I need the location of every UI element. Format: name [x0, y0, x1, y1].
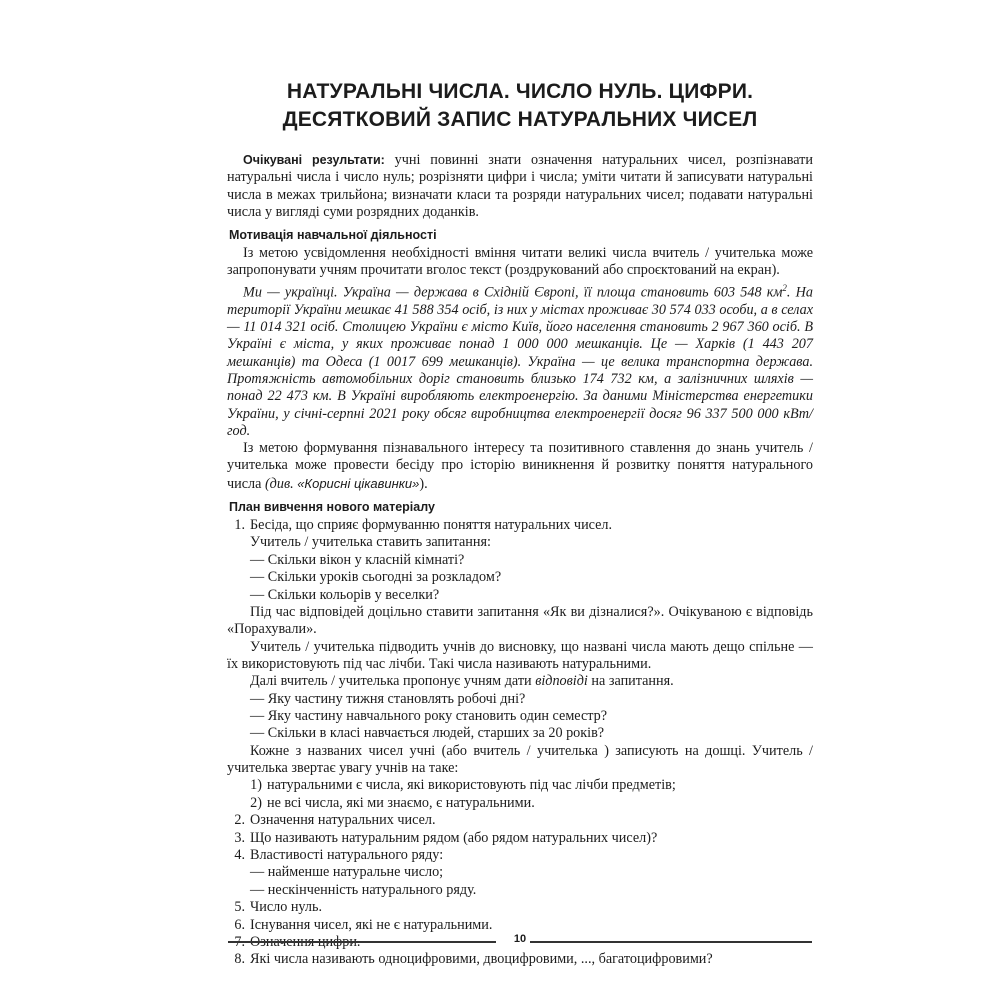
page-content — [227, 70, 813, 969]
page-number: 10 — [513, 933, 527, 945]
note-item-1: 1) натуральними є числа, які використовують під час лічби предметів; — [250, 777, 676, 794]
page-footer — [228, 934, 812, 948]
board-paragraph: Кожне з названих чисел учні (або вчитель / учителька ) записують на дошці. Учитель / учителька звертає увагу учнів на таке: — [227, 742, 813, 777]
question-windows: — Скільки вікон у класній кімнаті? — [250, 551, 465, 568]
interest-text: Із метою формування пізнавального інтересу та позитивного ставлення до знань учитель / учителька може провести бесіду про історію виникнення й розвитку поняття натурального числа — [227, 440, 813, 492]
title-line-2: ДЕСЯТКОВИЙ ЗАПИС НАТУРАЛЬНИХ ЧИСЕЛ — [282, 108, 758, 131]
motivation-paragraph: Із метою усвідомлення необхідності вміння читати великі числа вчитель / учителька може запропонувати учням прочитати вголос текст (роздрукований або спроєктований на екран). — [227, 245, 813, 279]
plan-item-6: 6. Існування чисел, які не є натуральними. — [234, 916, 493, 933]
interest-ref-name: «Корисні цікавинки» — [297, 475, 420, 491]
expected-results-text: учні повинні знати означення натуральних чисел, розпізнавати натуральні числа і число нуль; розрізняти цифри і числа; уміти читати й записувати натуральні числа в межах трильйона; визначати класи та розряди натуральних чисел; подавати натуральні числа у вигляді суми розрядних доданків. — [227, 152, 813, 220]
motivation-heading: Мотивація навчальної діяльності — [229, 228, 437, 243]
answers-paragraph: Під час відповідей доцільно ставити запитання «Як ви дізналися?». Очікуваною є відповідь «Порахували». — [227, 604, 813, 638]
question-colors: — Скільки кольорів у веселки? — [250, 586, 440, 603]
interest-ref-open: (див. — [264, 475, 298, 492]
title-line-1: НАТУРАЛЬНІ ЧИСЛА. ЧИСЛО НУЛЬ. ЦИФРИ. — [286, 80, 754, 103]
plan-item-2: 2. Означення натуральних чисел. — [234, 812, 436, 829]
interest-ref-close: ). — [419, 475, 428, 492]
question-age: — Скільки в класі навчається людей, старших за 20 років? — [250, 725, 605, 742]
ukraine-quote — [227, 280, 813, 440]
page-title — [227, 78, 813, 134]
quote-superscript: 2 — [782, 282, 787, 293]
question-semester: — Яку частину навчального року становить один семестр? — [250, 708, 608, 724]
plan-item-7: 7. Означення цифри. — [234, 934, 361, 951]
expected-results-label: Очікувані результати: — [243, 153, 385, 167]
property-smallest: — найменше натуральне число; — [250, 864, 444, 881]
question-workdays: — Яку частину тижня становлять робочі дні? — [250, 690, 526, 707]
quote-part-1: Ми — українці. Україна — держава в Східній Європі, її площа становить 603 548 км — [243, 284, 783, 301]
next-questions-paragraph: Далі вчитель / учителька пропонує учням дати відповіді на запитання. — [250, 673, 674, 690]
property-infinite: — нескінченність натурального ряду. — [250, 881, 477, 898]
question-lessons: — Скільки уроків сьогодні за розкладом? — [250, 569, 502, 586]
plan-item-4: 4. Властивості натурального ряду: — [234, 847, 444, 864]
plan-item-8: 8. Які числа називають одноцифровими, двоцифровими, ..., багатоцифровими? — [234, 951, 713, 968]
quote-part-2: . На території України мешкає 41 588 354 осіб, із них у містах проживає 30 574 033 особи, а в селах — 11 014 321 осіб. Столицею України є місто Київ, його населення становить 2 967 360 осіб. В Україні є міста, у яких проживає понад 1 000 000 мешканців. Це — Харків (1 443 207 мешканців) та Одеса (1 0017 699 мешканців). Україна — це велика транспортна держава. Протяжність автомобільних доріг становить близько 174 732 км, а залізничних шляхів — понад 22 473 км. В Україні виробляють електроенергію. За даними Міністерства енергетики України, у січні-серпні 2021 року обсяг виробництва електроенергії досяг 96 337 500 000 кВт/год. — [227, 284, 813, 439]
expected-results — [227, 152, 813, 221]
plan-heading: План вивчення нового матеріалу — [229, 500, 435, 515]
conclusion-paragraph: Учитель / учителька підводить учнів до висновку, що названі числа мають дещо спільне — їх використовують під час лічби. Такі числа називають натуральними. — [227, 638, 813, 672]
footer-rule-right — [530, 941, 812, 943]
note-item-2: 2) не всі числа, які ми знаємо, є натуральними. — [250, 794, 535, 811]
interest-paragraph — [227, 440, 813, 493]
plan-item-5: 5. Число нуль. — [234, 899, 322, 916]
plan-item-1: 1. Бесіда, що сприяє формуванню поняття натуральних чисел. — [234, 517, 613, 534]
teacher-asks: Учитель / учителька ставить запитання: — [250, 534, 491, 551]
plan-item-3: 3. Що називають натуральним рядом (або рядом натуральних чисел)? — [234, 829, 658, 846]
